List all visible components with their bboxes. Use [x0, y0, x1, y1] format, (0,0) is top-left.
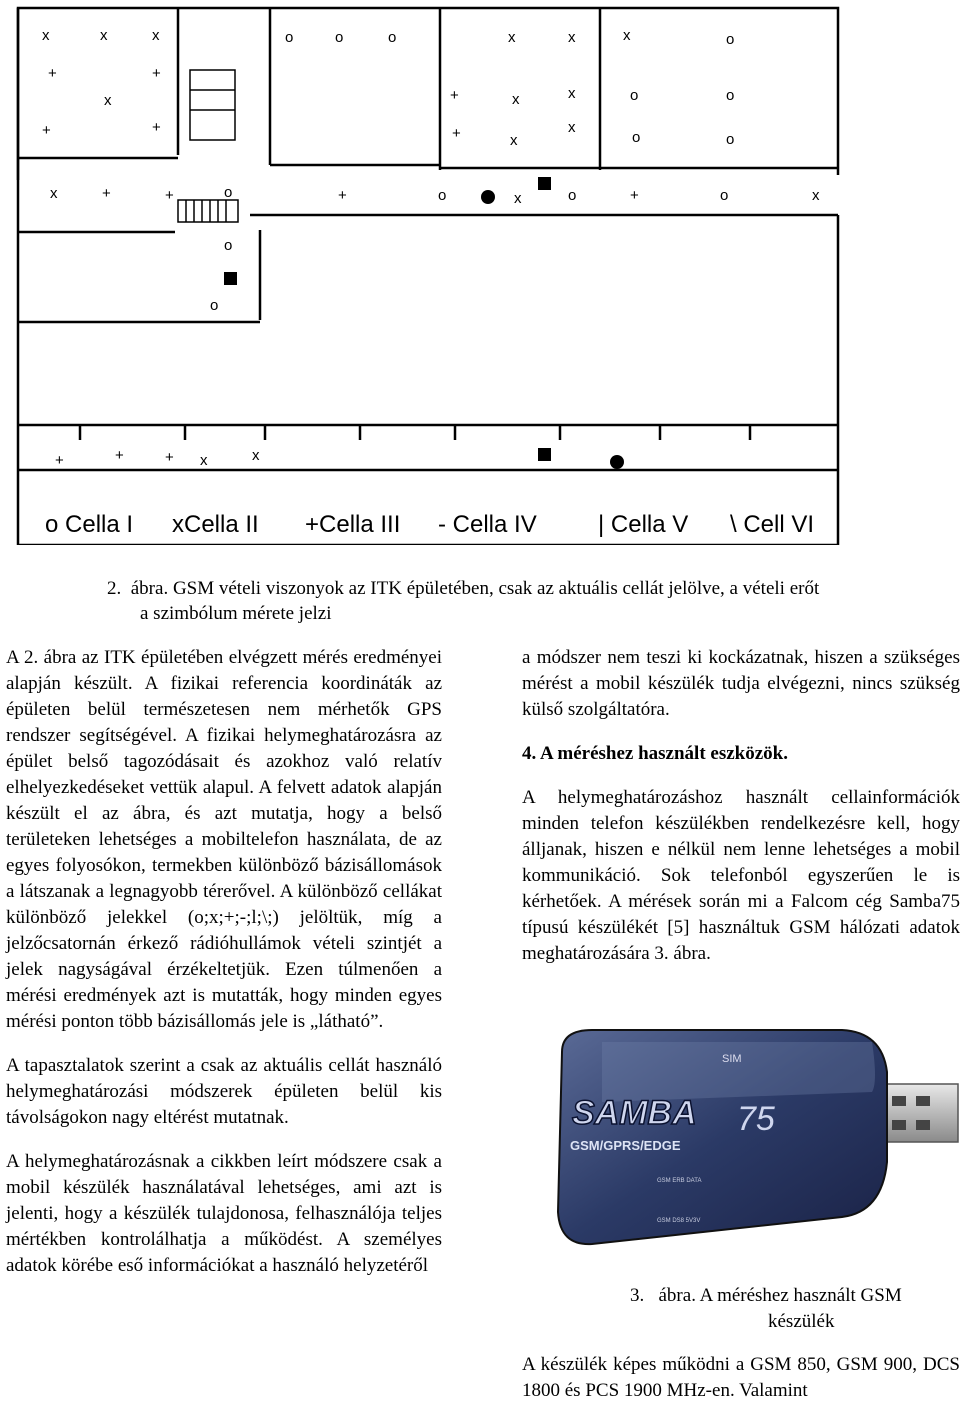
- svg-text:o: o: [438, 187, 447, 204]
- svg-text:o: o: [224, 237, 233, 254]
- caption-number: 3.: [630, 1285, 645, 1306]
- svg-text:+: +: [630, 187, 639, 204]
- svg-text:o: o: [720, 187, 729, 204]
- figure-3-caption-line-2: készülék: [768, 1311, 835, 1332]
- svg-text:o: o: [726, 87, 735, 104]
- legend-entry-4: - Cella IV: [438, 511, 537, 538]
- svg-text:x: x: [50, 185, 58, 202]
- svg-text:o: o: [632, 129, 641, 146]
- right-column: [522, 645, 960, 967]
- svg-text:o: o: [285, 29, 294, 46]
- svg-text:x: x: [623, 27, 631, 44]
- legend-entry-1: o Cella I: [45, 511, 134, 538]
- brand-logo: SAMBA: [572, 1094, 697, 1132]
- svg-text:+: +: [55, 452, 64, 469]
- svg-text:x: x: [100, 27, 108, 44]
- body-paragraph: A készülék képes működni a GSM 850, GSM 900, DCS 1800 és PCS 1900 MHz-en. Valamint: [522, 1354, 960, 1401]
- figure-3-caption: [630, 1283, 902, 1308]
- svg-text:x: x: [514, 190, 522, 207]
- svg-text:o: o: [726, 31, 735, 48]
- svg-text:+: +: [152, 65, 161, 82]
- body-paragraph: A tapasztalatok szerint a csak az aktuális cellát használó helymeghatározási módszerek épületen belül kis távolságokon nagy eltérést mutatnak.: [6, 1055, 442, 1128]
- svg-text:x: x: [252, 447, 260, 464]
- svg-text:+: +: [338, 187, 347, 204]
- figure-2-caption: [107, 576, 819, 601]
- svg-text:o: o: [210, 297, 219, 314]
- legend-entry-6: \ Cell VI: [730, 511, 815, 538]
- right-column-continued: [522, 1352, 960, 1404]
- svg-text:+: +: [450, 87, 459, 104]
- figure-legend: [45, 511, 814, 538]
- model-number: 75: [737, 1100, 775, 1138]
- svg-text:+: +: [102, 185, 111, 202]
- svg-text:x: x: [812, 187, 820, 204]
- floor-plan-figure: [0, 0, 960, 545]
- body-paragraph: A helymeghatározásnak a cikkben leírt módszere csak a mobil készülék használatával lehetséges, ami azt is jelenti, hogy a készülék tulajdonosa, felhasználója teljes mértékben kontrolálhatja a működést. A személyes adatok körébe eső információkat a használó helyzetéről: [6, 1151, 442, 1276]
- body-paragraph: a módszer nem teszi ki kockázatnak, hiszen a szükséges mérést a mobil készülék tudja elvégezni, nincs szükség külső szolgáltatóra.: [522, 647, 960, 720]
- gsm-device-photo: [542, 1022, 960, 1252]
- body-paragraph: A 2. ábra az ITK épületében elvégzett mérés eredményei alapján készült. A fizikai referencia koordináták az épületen belül természetesen nem mérhetők GPS rendszer segítségével. A fizikai helymeghatározásra az épület belső tagozódásait és azokhoz való relatív elhelyezkedéseket vettük alapul. A felvett adatok alapján készült el az ábra, és azt mutatja, hogy a belső területeken lehetséges a mobiltelefon használata, de az egyes folyosókon, termekben különböző bázisállomások a látszanak a legnagyobb térerővel. A különböző cellákat különböző jelekkel (o;x;+;-;l;\;) jelöltük, míg a jelzőcsatornán érkező rádióhullámok vételi szintjét a jelek nagyságával érzékeltetjük. Ezen túlmenően a mérési eredmények azt is mutatták, hogy minden egyes mérési ponton több bázisállomás jele is „látható”.: [6, 647, 442, 1032]
- svg-text:o: o: [726, 131, 735, 148]
- body-paragraph: A helymeghatározáshoz használt cellainformációk minden telefon készülékben rendelkezésre kell, hogy álljanak, hiszen e nélkül nem lenne lehetséges a mobil kommunikáció. Sok telefonból egyszerűen le is kérhetőek. A mérések során mi a Falcom cég Samba75 típusú készülékét [5] használtuk GSM hálózati adatok meghatározására 3. ábra.: [522, 787, 960, 964]
- legend-entry-5: | Cella V: [598, 511, 689, 538]
- device-subtitle: GSM/GPRS/EDGE: [570, 1138, 681, 1153]
- legend-entry-3: +Cella III: [305, 511, 401, 538]
- svg-text:+: +: [165, 449, 174, 466]
- svg-text:+: +: [42, 122, 51, 139]
- section-heading: 4. A méréshez használt eszközök.: [522, 743, 788, 764]
- svg-text:+: +: [115, 447, 124, 464]
- svg-text:+: +: [152, 119, 161, 136]
- legend-entry-2: xCella II: [172, 511, 259, 538]
- svg-text:x: x: [568, 85, 576, 102]
- svg-text:x: x: [568, 29, 576, 46]
- svg-text:GSM DS8 5V3V: GSM DS8 5V3V: [657, 1218, 701, 1224]
- outer-wall-top: [18, 8, 838, 545]
- sim-label: SIM: [722, 1053, 742, 1065]
- svg-text:x: x: [508, 29, 516, 46]
- svg-text:o: o: [224, 184, 233, 201]
- svg-text:x: x: [200, 452, 208, 469]
- measurement-markers: [42, 27, 820, 469]
- svg-text:o: o: [335, 29, 344, 46]
- caption-number: 2.: [107, 578, 122, 599]
- svg-text:GSM ERB DATA: GSM ERB DATA: [657, 1178, 702, 1184]
- svg-text:o: o: [568, 187, 577, 204]
- figure-2-caption-line-2: a szimbólum mérete jelzi: [140, 603, 332, 624]
- svg-text:x: x: [510, 132, 518, 149]
- svg-text:x: x: [152, 27, 160, 44]
- caption-line-1: ábra. A méréshez használt GSM: [658, 1285, 902, 1306]
- svg-text:o: o: [630, 87, 639, 104]
- svg-text:x: x: [512, 91, 520, 108]
- svg-text:+: +: [165, 187, 174, 204]
- svg-text:x: x: [42, 27, 50, 44]
- svg-text:o: o: [388, 29, 397, 46]
- left-column: [6, 645, 442, 1279]
- svg-text:x: x: [104, 92, 112, 109]
- svg-text:+: +: [48, 65, 57, 82]
- usb-connector: [880, 1084, 958, 1142]
- caption-line-1: ábra. GSM vételi viszonyok az ITK épületében, csak az aktuális cellát jelölve, a vételi erőt: [130, 578, 820, 599]
- svg-text:x: x: [568, 119, 576, 136]
- svg-text:+: +: [452, 125, 461, 142]
